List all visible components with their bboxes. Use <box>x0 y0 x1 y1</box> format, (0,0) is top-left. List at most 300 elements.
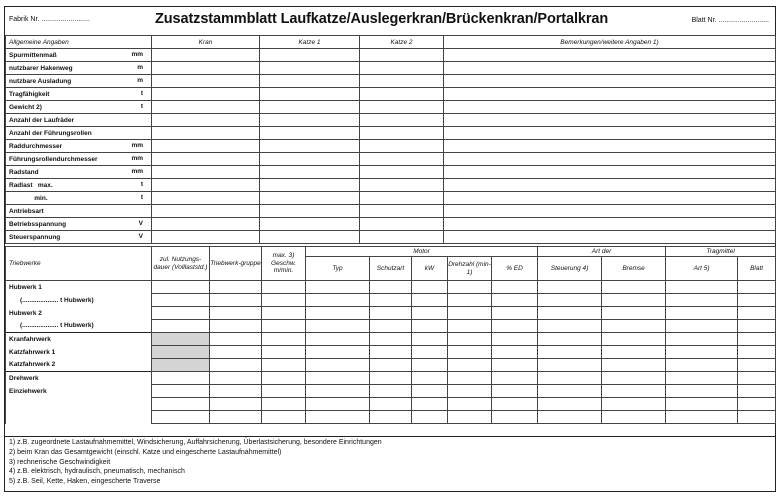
input-cell[interactable] <box>602 307 666 320</box>
input-cell[interactable] <box>448 359 492 372</box>
col-kran: Kran <box>152 36 260 49</box>
input-cell[interactable] <box>260 62 360 75</box>
row-label-text: Radlast max. <box>9 181 53 189</box>
input-cell[interactable] <box>492 281 538 294</box>
input-cell[interactable] <box>360 231 444 244</box>
input-cell[interactable] <box>602 359 666 372</box>
col-typ: Typ <box>306 257 370 281</box>
input-cell[interactable] <box>492 307 538 320</box>
drive-row <box>6 411 776 424</box>
input-cell[interactable] <box>448 385 492 398</box>
row-label-text: Spurmittenmaß <box>9 51 57 59</box>
col-motor: Motor <box>306 247 538 257</box>
input-cell[interactable] <box>492 411 538 424</box>
input-cell[interactable] <box>492 333 538 346</box>
input-cell[interactable] <box>260 127 360 140</box>
input-cell[interactable] <box>602 385 666 398</box>
input-cell[interactable] <box>538 411 602 424</box>
drive-row <box>6 346 776 359</box>
input-cell[interactable] <box>412 385 448 398</box>
row-label-text: Tragfähigkeit <box>9 90 50 98</box>
drive-row <box>6 320 776 333</box>
input-cell[interactable] <box>360 49 444 62</box>
row-label-text: Raddurchmesser <box>9 142 63 150</box>
input-cell[interactable] <box>260 140 360 153</box>
footnote-4: 4) z.B. elektrisch, hydraulisch, pneumatisch, mechanisch <box>9 468 185 476</box>
drive-row-label: Katzfahrwerk 1 <box>6 346 152 359</box>
input-cell[interactable] <box>666 359 738 372</box>
input-cell[interactable] <box>152 398 210 411</box>
input-cell[interactable] <box>260 231 360 244</box>
input-cell[interactable] <box>444 127 776 140</box>
input-cell[interactable] <box>448 372 492 385</box>
input-cell[interactable] <box>210 307 262 320</box>
input-cell[interactable] <box>152 192 260 205</box>
input-cell[interactable] <box>412 359 448 372</box>
input-cell[interactable] <box>210 294 262 307</box>
row-unit: V <box>138 233 143 240</box>
input-cell[interactable] <box>262 346 306 359</box>
col-steuerung: Steuerung 4) <box>538 257 602 281</box>
input-cell[interactable] <box>370 294 412 307</box>
input-cell[interactable] <box>370 372 412 385</box>
drive-row <box>6 385 776 398</box>
row-label-text: Anzahl der Laufräder <box>9 116 75 124</box>
drive-row-label: Katzfahrwerk 2 <box>6 359 152 372</box>
input-cell[interactable] <box>538 307 602 320</box>
general-row-label <box>6 101 152 114</box>
input-cell[interactable] <box>602 411 666 424</box>
form-title: Zusatzstammblatt Laufkatze/Auslegerkran/Brückenkran/Portalkran <box>155 11 609 27</box>
input-cell[interactable] <box>444 49 776 62</box>
general-row <box>6 205 776 218</box>
input-cell[interactable] <box>210 398 262 411</box>
input-cell[interactable] <box>492 294 538 307</box>
col-nutzungsdauer: zul. Nutzungs-dauer (Volllaststd.) <box>152 247 210 281</box>
input-cell[interactable] <box>260 49 360 62</box>
input-cell[interactable] <box>360 218 444 231</box>
input-cell[interactable] <box>152 101 260 114</box>
input-cell[interactable] <box>448 346 492 359</box>
input-cell[interactable] <box>412 411 448 424</box>
input-cell[interactable] <box>444 75 776 88</box>
general-row <box>6 127 776 140</box>
input-cell[interactable] <box>370 411 412 424</box>
input-cell[interactable] <box>260 166 360 179</box>
input-cell[interactable] <box>370 307 412 320</box>
input-cell[interactable] <box>360 205 444 218</box>
input-cell[interactable] <box>152 281 210 294</box>
input-cell[interactable] <box>538 372 602 385</box>
row-unit: m <box>137 77 143 84</box>
input-cell[interactable] <box>538 359 602 372</box>
input-cell[interactable] <box>306 398 370 411</box>
input-cell[interactable] <box>538 320 602 333</box>
general-row <box>6 101 776 114</box>
general-row <box>6 62 776 75</box>
row-label-text: Betriebsspannung <box>9 220 67 228</box>
fabrik-nr-field[interactable]: Fabrik Nr. ......................... <box>9 16 90 23</box>
input-cell[interactable] <box>666 320 738 333</box>
input-cell[interactable] <box>360 153 444 166</box>
input-cell[interactable] <box>152 385 210 398</box>
col-tragmittel: Tragmittel <box>666 247 776 257</box>
general-row-label <box>6 62 152 75</box>
input-cell[interactable] <box>262 359 306 372</box>
input-cell[interactable] <box>262 411 306 424</box>
form-frame <box>4 6 776 492</box>
input-cell[interactable] <box>412 372 448 385</box>
input-cell[interactable] <box>210 281 262 294</box>
col-triebwerkgruppe: Triebwerk-gruppe <box>210 247 262 281</box>
input-cell[interactable] <box>152 359 210 372</box>
input-cell[interactable] <box>444 179 776 192</box>
input-cell[interactable] <box>666 411 738 424</box>
drive-row-label: (.................... t Hubwerk) <box>6 294 152 307</box>
input-cell[interactable] <box>360 75 444 88</box>
drive-row-label: Kranfahrwerk <box>6 333 152 346</box>
drive-row-label: Einziehwerk <box>6 385 152 398</box>
input-cell[interactable] <box>538 398 602 411</box>
input-cell[interactable] <box>444 231 776 244</box>
input-cell[interactable] <box>260 192 360 205</box>
row-unit: m <box>137 64 143 71</box>
input-cell[interactable] <box>448 281 492 294</box>
row-unit: V <box>138 220 143 227</box>
input-cell[interactable] <box>738 385 776 398</box>
input-cell[interactable] <box>492 359 538 372</box>
general-row-label <box>6 192 152 205</box>
input-cell[interactable] <box>262 320 306 333</box>
input-cell[interactable] <box>738 398 776 411</box>
input-cell[interactable] <box>492 398 538 411</box>
general-row-label <box>6 153 152 166</box>
input-cell[interactable] <box>360 114 444 127</box>
general-row-label <box>6 49 152 62</box>
input-cell[interactable] <box>538 333 602 346</box>
general-row <box>6 192 776 205</box>
footnote-5: 5) z.B. Seil, Kette, Haken, eingescherte Traverse <box>9 478 161 486</box>
input-cell[interactable] <box>666 372 738 385</box>
input-cell[interactable] <box>448 320 492 333</box>
general-row <box>6 88 776 101</box>
input-cell[interactable] <box>448 294 492 307</box>
input-cell[interactable] <box>738 281 776 294</box>
input-cell[interactable] <box>444 62 776 75</box>
general-row-label <box>6 127 152 140</box>
input-cell[interactable] <box>738 346 776 359</box>
row-label-text: Anzahl der Führungsrollen <box>9 129 92 137</box>
row-label-text: nutzbare Ausladung <box>9 77 72 85</box>
input-cell[interactable] <box>492 346 538 359</box>
general-table <box>5 35 776 244</box>
col-bemerkungen: Bemerkungen/weitere Angaben 1) <box>444 36 776 49</box>
input-cell[interactable] <box>412 398 448 411</box>
input-cell[interactable] <box>152 218 260 231</box>
input-cell[interactable] <box>360 88 444 101</box>
input-cell[interactable] <box>306 411 370 424</box>
input-cell[interactable] <box>738 359 776 372</box>
input-cell[interactable] <box>260 75 360 88</box>
general-row-label <box>6 166 152 179</box>
drive-row <box>6 398 776 411</box>
general-row <box>6 179 776 192</box>
input-cell[interactable] <box>412 294 448 307</box>
input-cell[interactable] <box>152 294 210 307</box>
input-cell[interactable] <box>262 307 306 320</box>
input-cell[interactable] <box>360 127 444 140</box>
input-cell[interactable] <box>370 333 412 346</box>
input-cell[interactable] <box>260 205 360 218</box>
input-cell[interactable] <box>738 372 776 385</box>
input-cell[interactable] <box>666 307 738 320</box>
general-row-label <box>6 114 152 127</box>
input-cell[interactable] <box>492 385 538 398</box>
input-cell[interactable] <box>602 294 666 307</box>
input-cell[interactable] <box>260 179 360 192</box>
input-cell[interactable] <box>152 231 260 244</box>
input-cell[interactable] <box>262 398 306 411</box>
input-cell[interactable] <box>306 372 370 385</box>
row-unit: t <box>140 194 143 201</box>
row-unit: t <box>140 103 143 110</box>
input-cell[interactable] <box>492 372 538 385</box>
row-label-text: Gewicht 2) <box>9 103 42 111</box>
drive-row-label <box>6 398 152 411</box>
input-cell[interactable] <box>152 75 260 88</box>
row-unit: t <box>140 90 143 97</box>
col-bremse: Bremse <box>602 257 666 281</box>
col-allgemeine: Allgemeine Angaben <box>6 36 152 49</box>
input-cell[interactable] <box>444 88 776 101</box>
general-section <box>5 35 776 244</box>
input-cell[interactable] <box>602 372 666 385</box>
input-cell[interactable] <box>152 114 260 127</box>
col-ed: % ED <box>492 257 538 281</box>
input-cell[interactable] <box>152 205 260 218</box>
input-cell[interactable] <box>260 153 360 166</box>
drive-row-label <box>6 411 152 424</box>
input-cell[interactable] <box>448 307 492 320</box>
input-cell[interactable] <box>306 320 370 333</box>
input-cell[interactable] <box>210 359 262 372</box>
input-cell[interactable] <box>210 411 262 424</box>
input-cell[interactable] <box>262 294 306 307</box>
input-cell[interactable] <box>260 218 360 231</box>
input-cell[interactable] <box>360 140 444 153</box>
input-cell[interactable] <box>306 307 370 320</box>
input-cell[interactable] <box>666 281 738 294</box>
input-cell[interactable] <box>152 153 260 166</box>
drives-table <box>5 246 776 424</box>
input-cell[interactable] <box>152 127 260 140</box>
input-cell[interactable] <box>602 281 666 294</box>
drives-section <box>5 246 776 424</box>
drive-row-label: Hubwerk 2 <box>6 307 152 320</box>
input-cell[interactable] <box>738 411 776 424</box>
input-cell[interactable] <box>538 346 602 359</box>
input-cell[interactable] <box>210 372 262 385</box>
input-cell[interactable] <box>602 346 666 359</box>
drive-row <box>6 281 776 294</box>
input-cell[interactable] <box>602 398 666 411</box>
input-cell[interactable] <box>538 294 602 307</box>
general-row <box>6 140 776 153</box>
col-blatt: Blatt <box>738 257 776 281</box>
input-cell[interactable] <box>306 281 370 294</box>
footnote-1: 1) z.B. zugeordnete Lastaufnahmemittel, Windsicherung, Auffahrsicherung, Überlastsicherung, besondere Einrichtungen <box>9 439 382 446</box>
row-label-text: min. <box>9 194 48 202</box>
input-cell[interactable] <box>360 179 444 192</box>
blatt-nr-field[interactable]: Blatt Nr. .......................... <box>691 17 769 24</box>
input-cell[interactable] <box>152 88 260 101</box>
input-cell[interactable] <box>262 333 306 346</box>
input-cell[interactable] <box>360 192 444 205</box>
general-row <box>6 218 776 231</box>
input-cell[interactable] <box>444 218 776 231</box>
input-cell[interactable] <box>152 320 210 333</box>
input-cell[interactable] <box>492 320 538 333</box>
input-cell[interactable] <box>444 140 776 153</box>
input-cell[interactable] <box>602 320 666 333</box>
input-cell[interactable] <box>370 346 412 359</box>
input-cell[interactable] <box>444 114 776 127</box>
footnote-2: 2) beim Kran das Gesamtgewicht (einschl. Katze und eingescherte Lastaufnahmemittel) <box>9 448 282 456</box>
input-cell[interactable] <box>262 385 306 398</box>
input-cell[interactable] <box>444 192 776 205</box>
input-cell[interactable] <box>738 333 776 346</box>
input-cell[interactable] <box>152 372 210 385</box>
input-cell[interactable] <box>152 166 260 179</box>
input-cell[interactable] <box>370 385 412 398</box>
general-row <box>6 114 776 127</box>
input-cell[interactable] <box>152 49 260 62</box>
input-cell[interactable] <box>360 101 444 114</box>
input-cell[interactable] <box>666 398 738 411</box>
row-label-text: nutzbarer Hakenweg <box>9 64 73 72</box>
col-schutzart: Schutzart <box>370 257 412 281</box>
general-row <box>6 75 776 88</box>
drive-row <box>6 359 776 372</box>
input-cell[interactable] <box>448 398 492 411</box>
input-cell[interactable] <box>444 205 776 218</box>
input-cell[interactable] <box>738 320 776 333</box>
input-cell[interactable] <box>262 281 306 294</box>
input-cell[interactable] <box>602 333 666 346</box>
input-cell[interactable] <box>370 320 412 333</box>
input-cell[interactable] <box>738 294 776 307</box>
col-drehzahl: Drehzahl (min-1) <box>448 257 492 281</box>
general-row-label <box>6 205 152 218</box>
input-cell[interactable] <box>260 101 360 114</box>
input-cell[interactable] <box>412 333 448 346</box>
general-row <box>6 49 776 62</box>
input-cell[interactable] <box>412 281 448 294</box>
col-katze2: Katze 2 <box>360 36 444 49</box>
row-unit: mm <box>131 142 143 149</box>
input-cell[interactable] <box>260 88 360 101</box>
drive-row <box>6 372 776 385</box>
input-cell[interactable] <box>412 307 448 320</box>
input-cell[interactable] <box>666 333 738 346</box>
input-cell[interactable] <box>152 307 210 320</box>
input-cell[interactable] <box>152 179 260 192</box>
input-cell[interactable] <box>152 346 210 359</box>
input-cell[interactable] <box>306 359 370 372</box>
general-row <box>6 153 776 166</box>
input-cell[interactable] <box>538 281 602 294</box>
input-cell[interactable] <box>444 166 776 179</box>
col-kw: kW <box>412 257 448 281</box>
row-unit: mm <box>131 51 143 58</box>
general-row-label <box>6 179 152 192</box>
general-row-label <box>6 231 152 244</box>
row-unit: t <box>140 181 143 188</box>
input-cell[interactable] <box>666 294 738 307</box>
input-cell[interactable] <box>370 398 412 411</box>
drive-row <box>6 307 776 320</box>
input-cell[interactable] <box>306 333 370 346</box>
input-cell[interactable] <box>738 307 776 320</box>
input-cell[interactable] <box>360 166 444 179</box>
form-header <box>5 7 775 36</box>
general-row <box>6 231 776 244</box>
drive-row <box>6 333 776 346</box>
input-cell[interactable] <box>666 385 738 398</box>
input-cell[interactable] <box>152 62 260 75</box>
input-cell[interactable] <box>444 101 776 114</box>
input-cell[interactable] <box>210 346 262 359</box>
general-row-label <box>6 88 152 101</box>
drive-row-label: (.................... t Hubwerk) <box>6 320 152 333</box>
general-row-label <box>6 140 152 153</box>
footnotes <box>5 436 775 494</box>
input-cell[interactable] <box>538 385 602 398</box>
input-cell[interactable] <box>412 320 448 333</box>
drive-row-label: Drehwerk <box>6 372 152 385</box>
input-cell[interactable] <box>152 140 260 153</box>
input-cell[interactable] <box>306 294 370 307</box>
input-cell[interactable] <box>306 346 370 359</box>
col-art: Art 5) <box>666 257 738 281</box>
input-cell[interactable] <box>448 411 492 424</box>
input-cell[interactable] <box>210 385 262 398</box>
general-row-label <box>6 218 152 231</box>
input-cell[interactable] <box>152 411 210 424</box>
input-cell[interactable] <box>262 372 306 385</box>
input-cell[interactable] <box>260 114 360 127</box>
general-row-label <box>6 75 152 88</box>
row-unit: mm <box>131 155 143 162</box>
input-cell[interactable] <box>666 346 738 359</box>
footnote-3: 3) rechnerische Geschwindigkeit <box>9 458 111 466</box>
row-label-text: Radstand <box>9 168 39 176</box>
input-cell[interactable] <box>152 333 210 346</box>
col-katze1: Katze 1 <box>260 36 360 49</box>
input-cell[interactable] <box>370 281 412 294</box>
row-label-text: Antriebsart <box>9 207 44 215</box>
input-cell[interactable] <box>360 62 444 75</box>
input-cell[interactable] <box>444 153 776 166</box>
input-cell[interactable] <box>306 385 370 398</box>
input-cell[interactable] <box>370 359 412 372</box>
row-label-text: Führungsrollendurchmesser <box>9 155 98 163</box>
input-cell[interactable] <box>210 333 262 346</box>
input-cell[interactable] <box>448 333 492 346</box>
input-cell[interactable] <box>210 320 262 333</box>
col-art-der: Art der <box>538 247 666 257</box>
input-cell[interactable] <box>412 346 448 359</box>
